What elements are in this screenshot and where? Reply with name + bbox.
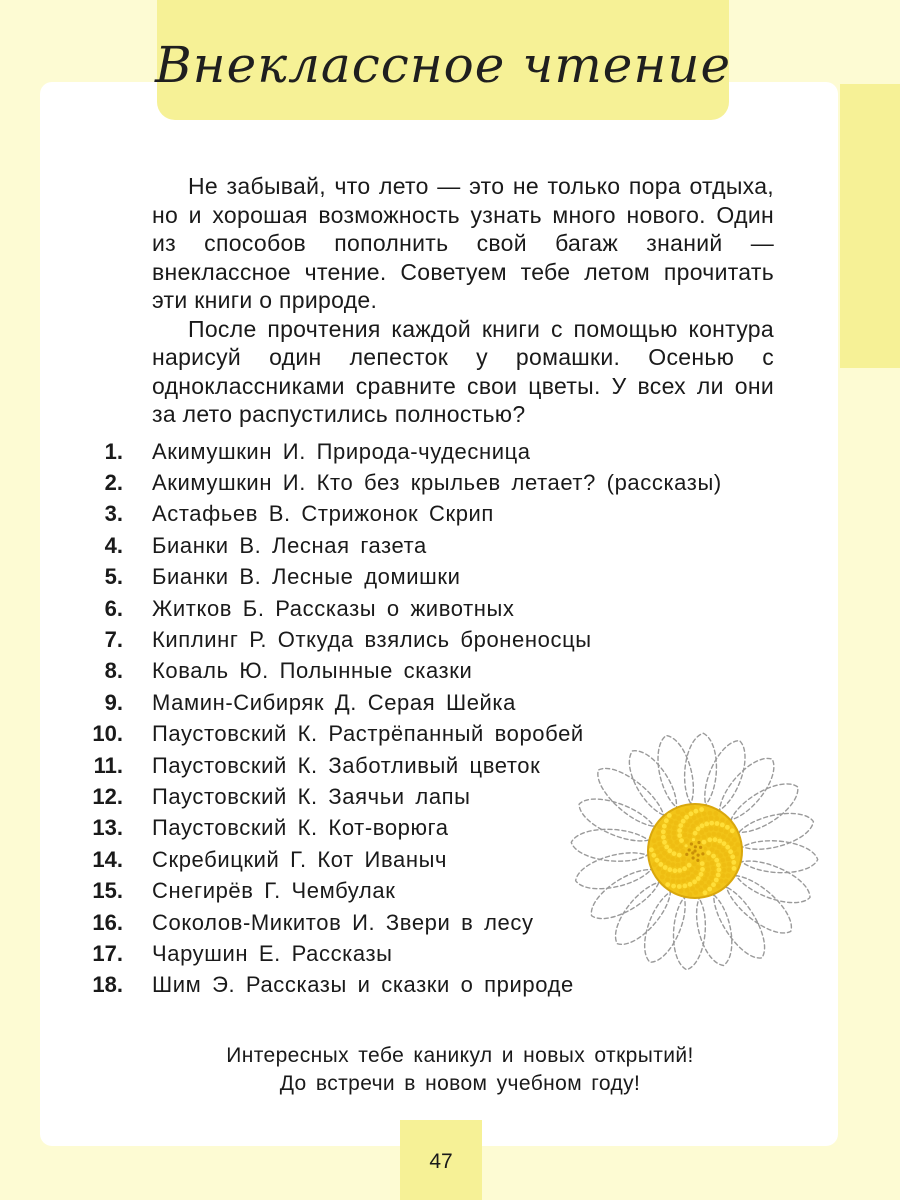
item-number: 16. bbox=[92, 909, 123, 935]
daisy-floret bbox=[725, 845, 730, 850]
book-title: Соколов-Микитов И. Звери в лесу bbox=[152, 909, 534, 935]
item-number: 17. bbox=[92, 940, 123, 966]
list-item bbox=[0, 467, 722, 498]
book-title: Мамин-Сибиряк Д. Серая Шейка bbox=[152, 689, 516, 715]
item-number: 10. bbox=[92, 721, 123, 747]
book-title: Коваль Ю. Полынные сказки bbox=[152, 658, 473, 684]
list-item bbox=[0, 750, 722, 781]
item-number: 1. bbox=[104, 438, 123, 464]
item-number: 12. bbox=[92, 783, 123, 809]
daisy-floret bbox=[732, 846, 737, 851]
item-number: 18. bbox=[92, 972, 123, 998]
item-number: 13. bbox=[92, 815, 123, 841]
book-title: Бианки В. Лесные домишки bbox=[152, 564, 461, 590]
closing-line-1: Интересных тебе каникул и новых открытий! bbox=[226, 1044, 694, 1067]
list-item bbox=[0, 624, 722, 655]
daisy-floret bbox=[722, 841, 727, 846]
intro-paragraph-1: Не забывай, что лето — это не только пора отдыха, но и хорошая возможность узнать много нового. Один из способов пополнить свой багаж знаний — внеклассное чтение. Советуем тебе летом прочитать эти книги о природе. bbox=[152, 173, 774, 313]
intro-paragraph-2: После прочтения каждой книги с помощью контура нарисуй один лепесток у ромашки. Осенью с одноклассниками сравните свои цветы. У всех ли они за лето распустились полностью? bbox=[152, 315, 774, 427]
item-number: 5. bbox=[104, 564, 123, 590]
daisy-floret bbox=[727, 867, 732, 872]
book-title: Чарушин Е. Рассказы bbox=[152, 940, 393, 966]
item-number: 7. bbox=[104, 627, 123, 653]
list-item bbox=[0, 938, 722, 969]
daisy-floret bbox=[730, 854, 735, 859]
daisy-floret bbox=[722, 863, 727, 868]
daisy-floret bbox=[731, 860, 736, 865]
daisy-floret bbox=[732, 837, 737, 842]
list-item bbox=[0, 499, 722, 530]
page-number-tab bbox=[400, 1120, 482, 1200]
book-title: Снегирёв Г. Чембулак bbox=[152, 878, 396, 904]
book-title: Паустовский К. Кот-ворюга bbox=[152, 815, 449, 841]
header-banner bbox=[154, 0, 732, 120]
list-item bbox=[0, 436, 722, 467]
daisy-floret bbox=[728, 849, 733, 854]
item-number: 14. bbox=[92, 846, 123, 872]
daisy-floret bbox=[724, 830, 729, 835]
decorative-side-strip bbox=[840, 84, 900, 368]
daisy-floret bbox=[732, 866, 737, 871]
list-item bbox=[0, 719, 722, 750]
list-item bbox=[0, 562, 722, 593]
book-title: Шим Э. Рассказы и сказки о природе bbox=[152, 972, 574, 998]
book-title: Акимушкин И. Природа-чудесница bbox=[152, 438, 531, 464]
daisy-floret bbox=[724, 852, 729, 857]
book-title: Акимушкин И. Кто без крыльев летает? (рассказы) bbox=[152, 470, 722, 496]
list-item bbox=[0, 781, 722, 812]
book-title: Паустовский К. Заячьи лапы bbox=[152, 783, 471, 809]
daisy-floret bbox=[726, 820, 731, 825]
item-number: 6. bbox=[104, 595, 123, 621]
list-item bbox=[0, 813, 722, 844]
daisy-floret bbox=[724, 879, 729, 884]
intro-text bbox=[152, 172, 774, 429]
daisy-floret bbox=[722, 868, 727, 873]
item-number: 9. bbox=[104, 689, 123, 715]
daisy-floret bbox=[728, 833, 733, 838]
daisy-floret bbox=[727, 862, 732, 867]
list-item bbox=[0, 970, 722, 1001]
daisy-floret bbox=[725, 825, 730, 830]
daisy-floret bbox=[734, 852, 739, 857]
list-item bbox=[0, 593, 722, 624]
item-number: 15. bbox=[92, 878, 123, 904]
book-title: Киплинг Р. Откуда взялись броненосцы bbox=[152, 627, 592, 653]
page-number: 47 bbox=[429, 1150, 453, 1173]
list-item bbox=[0, 844, 722, 875]
book-title: Астафьев В. Стрижонок Скрип bbox=[152, 501, 494, 527]
daisy-floret bbox=[726, 857, 731, 862]
book-title: Паустовский К. Растрёпанный воробей bbox=[152, 721, 584, 747]
daisy-floret bbox=[729, 841, 734, 846]
daisy-floret bbox=[725, 837, 730, 842]
daisy-floret bbox=[735, 842, 740, 847]
list-item bbox=[0, 656, 722, 687]
item-number: 3. bbox=[104, 501, 123, 527]
book-title: Бианки В. Лесная газета bbox=[152, 532, 427, 558]
closing-line-2: До встречи в новом учебном году! bbox=[279, 1072, 641, 1095]
list-item bbox=[0, 687, 722, 718]
item-number: 8. bbox=[104, 658, 123, 684]
item-number: 11. bbox=[93, 752, 123, 778]
book-title: Паустовский К. Заботливый цветок bbox=[152, 752, 541, 778]
book-list bbox=[0, 436, 722, 1001]
list-item bbox=[0, 530, 722, 561]
book-title: Скребицкий Г. Кот Иваныч bbox=[152, 846, 448, 872]
closing-message bbox=[40, 1042, 880, 1098]
book-title: Житков Б. Рассказы о животных bbox=[152, 595, 515, 621]
list-item bbox=[0, 875, 722, 906]
daisy-petal bbox=[734, 838, 819, 875]
list-item bbox=[0, 907, 722, 938]
daisy-floret bbox=[730, 828, 735, 833]
daisy-floret bbox=[726, 873, 731, 878]
page-title: Внеклассное чтение bbox=[154, 36, 732, 94]
item-number: 4. bbox=[104, 532, 123, 558]
item-number: 2. bbox=[104, 470, 123, 496]
